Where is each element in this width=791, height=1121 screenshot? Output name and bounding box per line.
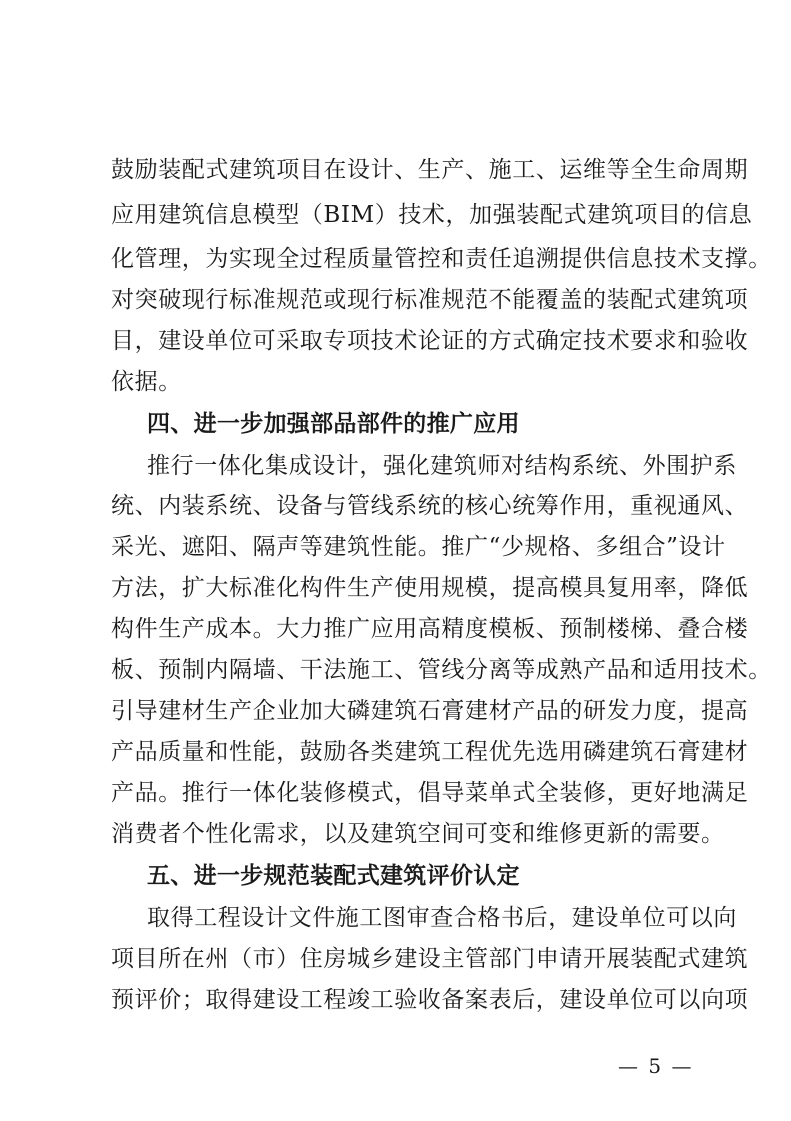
- body-text-line: 化管理，为实现全过程质量管控和责任追溯提供信息技术支撑。: [111, 246, 772, 272]
- body-text-line: 引导建材生产企业加大磷建筑石膏建材产品的研发力度，提高: [111, 698, 749, 724]
- body-text-line: 对突破现行标准规范或现行标准规范不能覆盖的装配式建筑项: [111, 287, 749, 313]
- body-text-line: 目，建设单位可采取专项技术论证的方式确定技术要求和验收: [111, 328, 749, 354]
- body-text-line: 板、预制内隔墙、干法施工、管线分离等成熟产品和适用技术。: [111, 657, 772, 683]
- section-heading-4: 四、进一步加强部品部件的推广应用: [147, 411, 520, 437]
- body-text-line: 产品质量和性能，鼓励各类建筑工程优先选用磷建筑石膏建材: [111, 739, 749, 765]
- body-text-line: 方法，扩大标准化构件生产使用规模，提高模具复用率，降低: [111, 575, 749, 601]
- body-text-line: 依据。: [111, 369, 182, 395]
- body-text-line: 统、内装系统、设备与管线系统的核心统筹作用，重视通风、: [111, 493, 749, 519]
- body-text-line: 预评价；取得建设工程竣工验收备案表后，建设单位可以向项: [111, 987, 749, 1013]
- body-text-line: 鼓励装配式建筑项目在设计、生产、施工、运维等全生命周期: [111, 157, 749, 183]
- page-number: — 5 —: [618, 1054, 694, 1078]
- body-text-line: 取得工程设计文件施工图审查合格书后，建设单位可以向: [147, 905, 737, 931]
- body-text-line: 构件生产成本。大力推广应用高精度模板、预制楼梯、叠合楼: [111, 616, 749, 642]
- body-text-line: 项目所在州（市）住房城乡建设主管部门申请开展装配式建筑: [111, 946, 749, 972]
- body-text-line: 采光、遮阳、隔声等建筑性能。推广“少规格、多组合”设计: [111, 534, 726, 560]
- body-text-line: 产品。推行一体化装修模式，倡导菜单式全装修，更好地满足: [111, 780, 749, 806]
- body-text-line: 应用建筑信息模型（BIM）技术，加强装配式建筑项目的信息: [111, 202, 753, 228]
- body-text-line: 消费者个性化需求，以及建筑空间可变和维修更新的需要。: [111, 821, 725, 847]
- body-text-line: 推行一体化集成设计，强化建筑师对结构系统、外围护系: [147, 453, 737, 479]
- section-heading-5: 五、进一步规范装配式建筑评价认定: [147, 863, 520, 889]
